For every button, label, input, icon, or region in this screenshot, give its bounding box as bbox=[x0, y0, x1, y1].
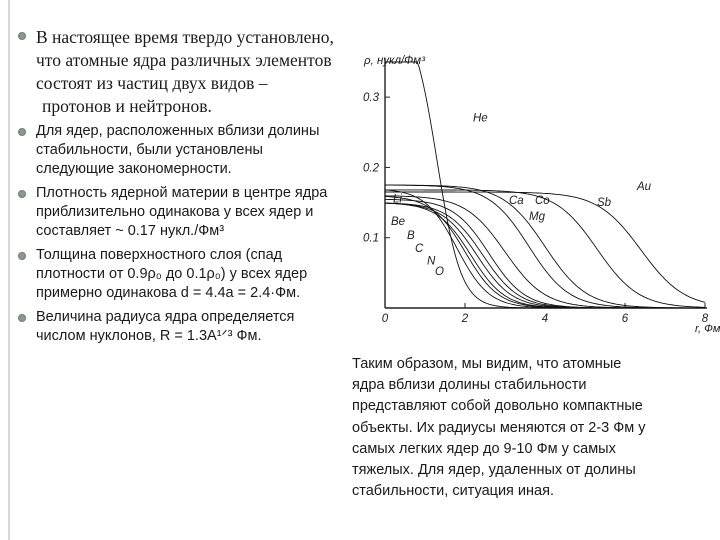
x-tick-label: 4 bbox=[541, 313, 549, 325]
conclusion-line: объекты. Их радиусы меняются от 2-3 Фм у bbox=[352, 419, 646, 436]
conclusion-line: тяжелых. Для ядер, удаленных от долины bbox=[352, 462, 636, 479]
x-tick-label: 6 bbox=[621, 313, 629, 325]
bullet-line: стабильности, были установлены bbox=[36, 142, 263, 158]
y-tick-label: 0.2 bbox=[363, 162, 379, 175]
bullet-line: Величина радиуса ядра определяется bbox=[36, 309, 295, 325]
bullet-marker bbox=[18, 314, 26, 322]
series-label-he: He bbox=[473, 112, 488, 125]
bullet-composition bbox=[14, 26, 374, 118]
bullet-line: составляет ~ 0.17 нукл./Фм³ bbox=[36, 223, 225, 239]
bullet-line: протонов и нейтронов. bbox=[42, 96, 212, 116]
bullet-line: Для ядер, расположенных вблизи долины bbox=[36, 123, 320, 139]
conclusion-paragraph bbox=[352, 354, 702, 502]
density-chart bbox=[350, 40, 720, 340]
bullet-line: Плотность ядерной материи в центре ядра bbox=[36, 185, 328, 201]
bullet-line: В настоящее время твердо установлено, bbox=[36, 27, 334, 47]
series-label-co: Co bbox=[535, 194, 550, 207]
y-tick-label: 0.1 bbox=[363, 232, 379, 245]
bullet-line: числом нуклонов, R = 1.3A¹ᐟ³ Фм. bbox=[36, 328, 262, 344]
series-label-li: Li bbox=[393, 193, 402, 206]
conclusion-line: самых легких ядер до 9-10 Фм у самых bbox=[352, 440, 616, 457]
series-label-c: C bbox=[415, 242, 424, 255]
bullet-marker bbox=[18, 190, 26, 198]
y-axis-label: ρ, нукл/Фм³ bbox=[364, 55, 426, 67]
bullet-line: что атомные ядра различных элементов bbox=[36, 50, 332, 70]
x-tick-label: 8 bbox=[701, 313, 709, 325]
bullet-radius bbox=[14, 308, 374, 346]
series-label-ca: Ca bbox=[509, 194, 524, 207]
conclusion-line: представляют собой довольно компактные bbox=[352, 398, 643, 415]
x-axis-label: r, Фм bbox=[695, 323, 720, 335]
slide-left-border bbox=[8, 0, 10, 540]
series-label-o: O bbox=[435, 265, 444, 278]
series-label-au: Au bbox=[637, 180, 652, 193]
density-curve-o bbox=[385, 199, 705, 308]
bullet-line: состоят из частиц двух видов – bbox=[36, 73, 268, 93]
bullet-density bbox=[14, 184, 374, 241]
bullet-line: плотности от 0.9ρ₀ до 0.1ρ₀) у всех ядер bbox=[36, 266, 308, 282]
bullet-marker bbox=[18, 128, 26, 136]
series-label-be: Be bbox=[391, 216, 406, 229]
y-tick-label: 0.3 bbox=[363, 92, 379, 105]
series-label-mg: Mg bbox=[529, 211, 545, 224]
series-label-n: N bbox=[427, 255, 436, 268]
bullet-marker bbox=[18, 32, 26, 40]
bullet-list bbox=[14, 26, 374, 351]
bullet-line: примерно одинакова d = 4.4a = 2.4·Фм. bbox=[36, 285, 301, 301]
x-tick-label: 2 bbox=[461, 313, 469, 325]
bullet-line: Толщина поверхностного слоя (спад bbox=[36, 247, 283, 263]
density-curve-sb bbox=[385, 190, 705, 307]
density-curve-li bbox=[385, 190, 705, 308]
bullet-marker bbox=[18, 252, 26, 260]
conclusion-line: ядра вблизи долины стабильности bbox=[352, 377, 587, 394]
series-label-b: B bbox=[407, 230, 415, 243]
conclusion-line: стабильности, ситуация иная. bbox=[352, 483, 554, 500]
density-curve-be bbox=[385, 194, 705, 309]
conclusion-line: Таким образом, мы видим, что атомные bbox=[352, 356, 622, 372]
x-tick-label: 0 bbox=[381, 313, 389, 325]
bullet-surface-thickness bbox=[14, 246, 374, 303]
series-label-sb: Sb bbox=[597, 197, 612, 210]
bullet-line: следующие закономерности. bbox=[36, 161, 232, 177]
bullet-line: приблизительно одинакова у всех ядер и bbox=[36, 204, 314, 220]
bullet-stability-valley bbox=[14, 122, 374, 179]
